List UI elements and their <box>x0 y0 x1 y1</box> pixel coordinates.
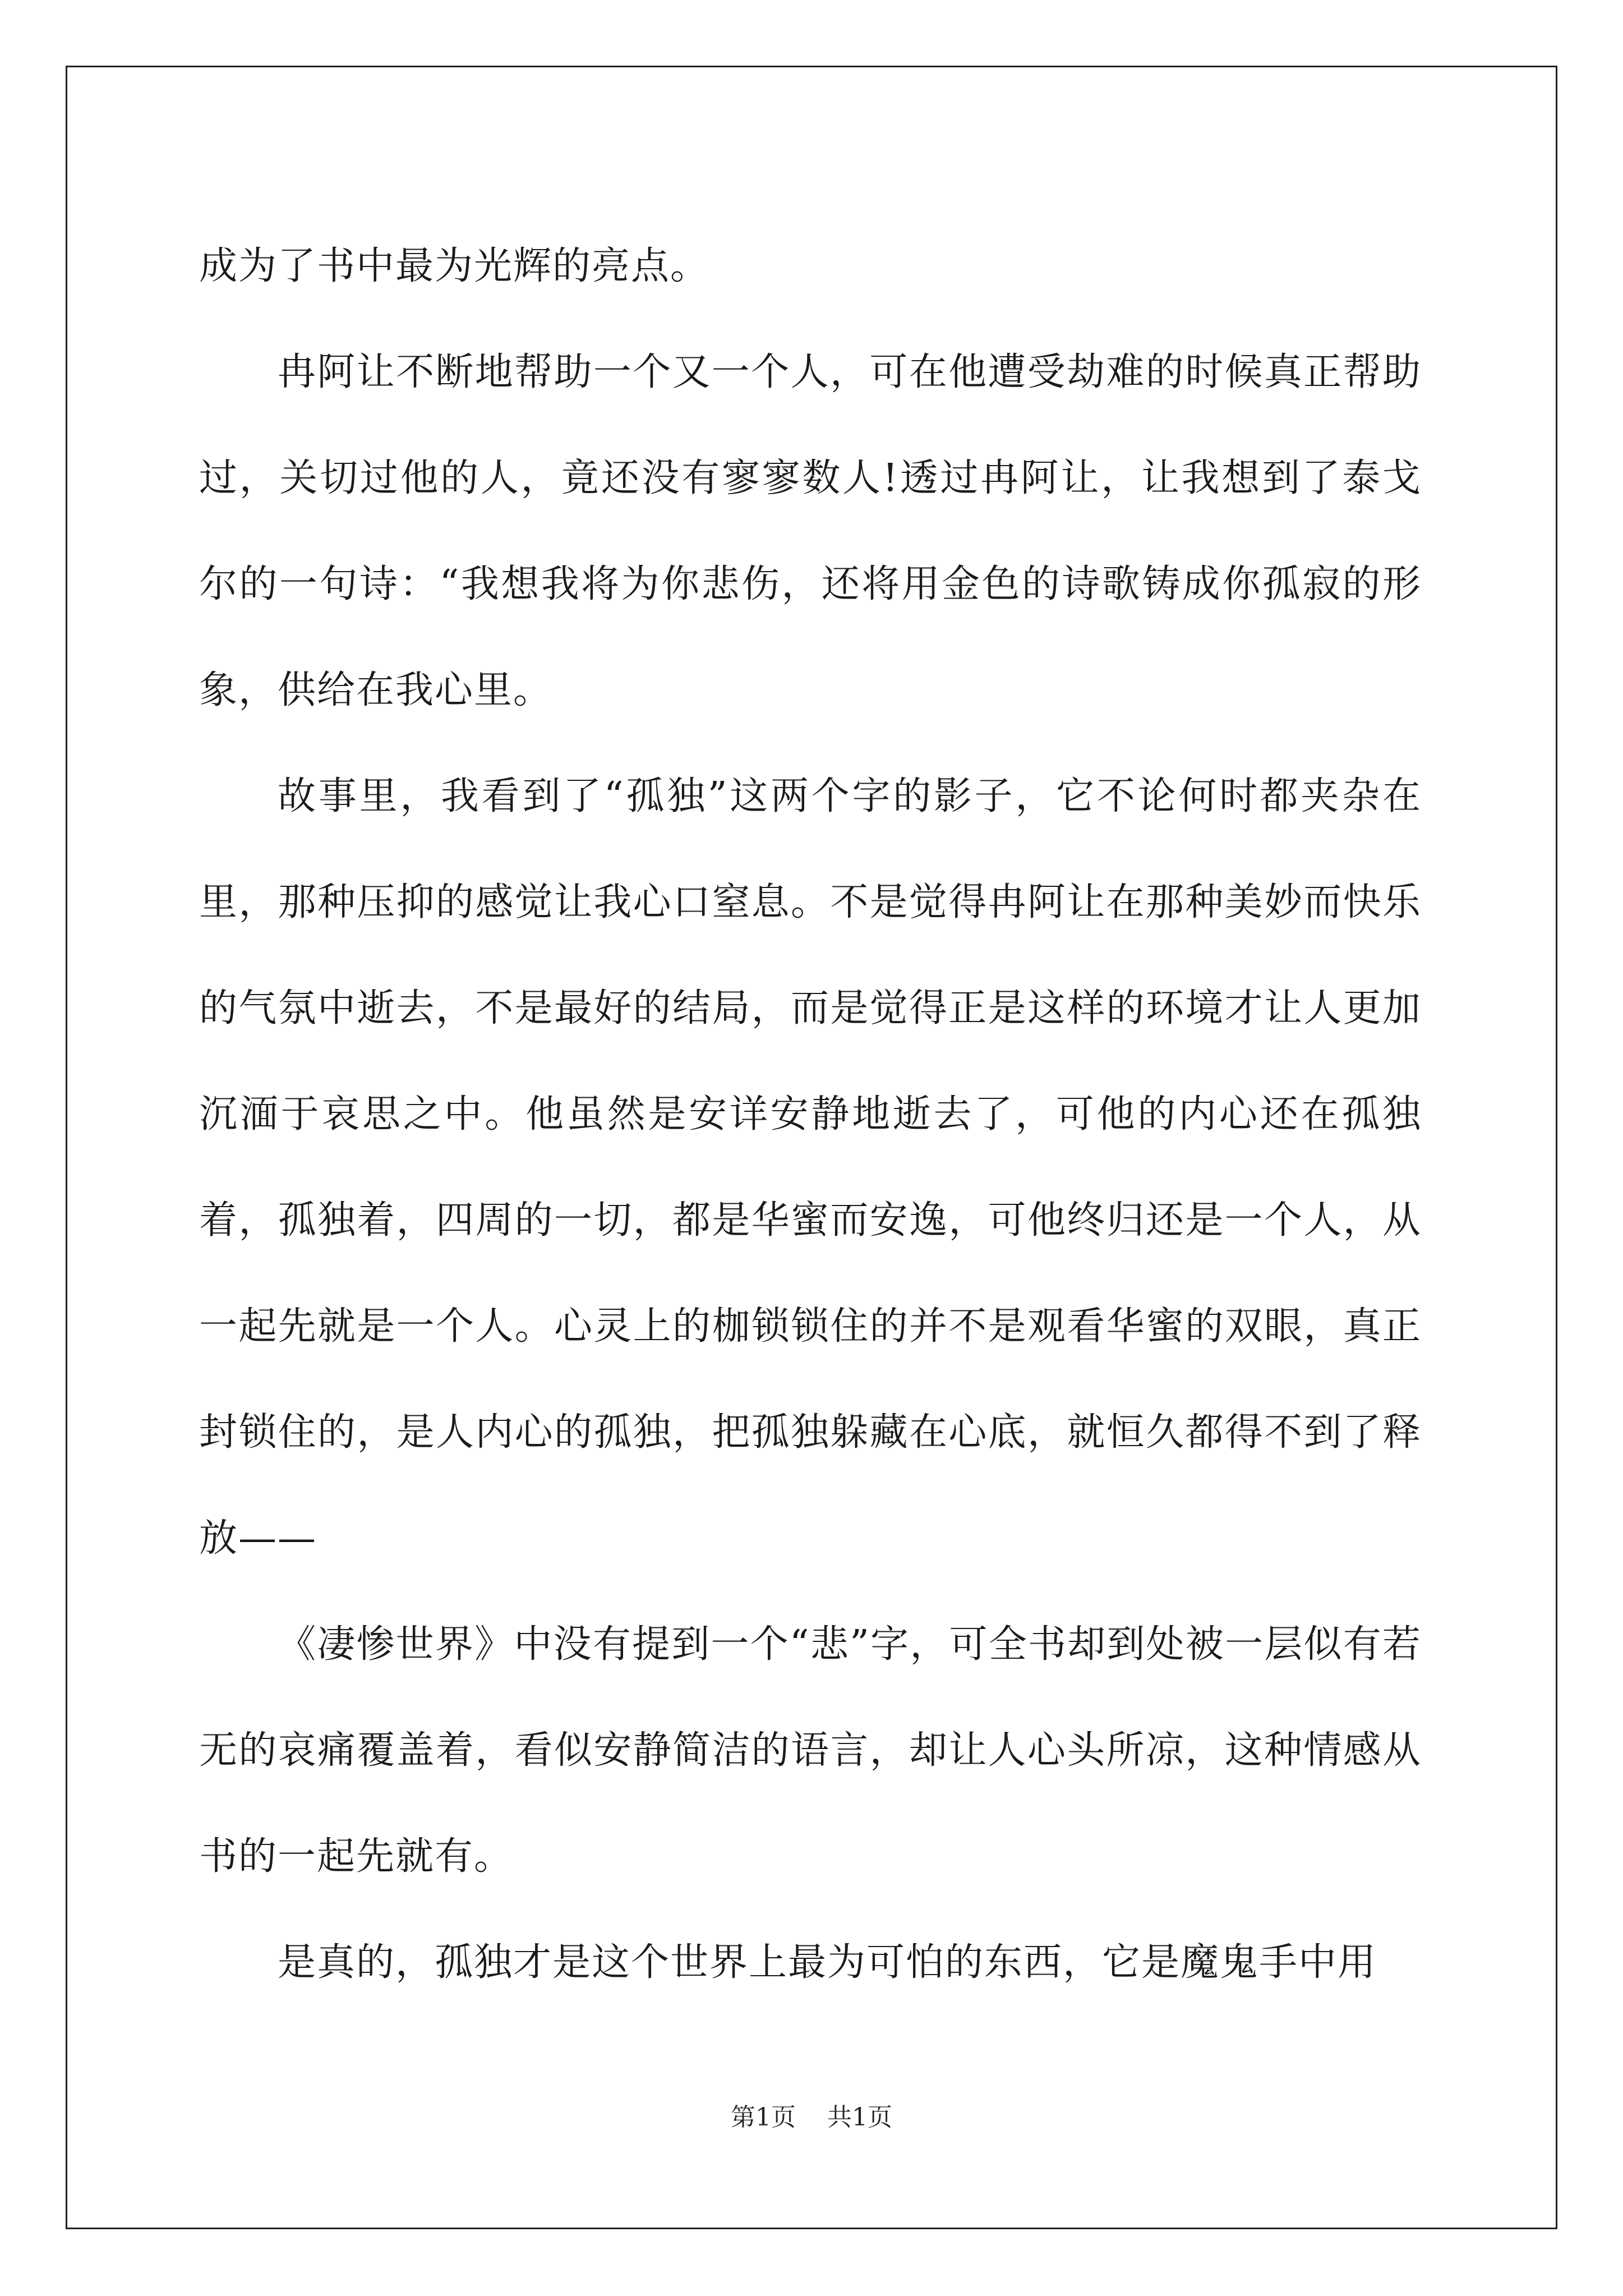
page-number: 第1页 共1页 <box>731 2103 892 2132</box>
paragraph-1: 成为了书中最为光辉的亮点。 <box>199 244 710 288</box>
paragraph-3: 故事里，我看到了“孤独”这两个字的影子，它不论何时都夹杂在里，那种压抑的感觉让我心口窒息。不是觉得冉阿让在那种美妙而快乐的气氛中逝去，不是最好的结局，而是觉得正是这样的环境才让人更加沉湎于哀思之中。他虽然是安详安静地逝去了，可他的内心还在孤独着，孤独着，四周的一切，都是华蜜而安逸，可他终归还是一个人，从一起先就是一个人。心灵上的枷锁锁住的并不是观看华蜜的双眼，真正封锁住的，是人内心的孤独，把孤独躲藏在心底，就恒久都得不到了释放—— <box>199 774 1422 1561</box>
document-body <box>199 213 1422 2016</box>
paragraph-2: 冉阿让不断地帮助一个又一个人，可在他遭受劫难的时候真正帮助过，关切过他的人，竟还没有寥寥数人!透过冉阿让，让我想到了泰戈尔的一句诗：“我想我将为你悲伤，还将用金色的诗歌铸成你孤寂的形象，供给在我心里。 <box>199 350 1422 712</box>
paragraph-5: 是真的，孤独才是这个世界上最为可怕的东西，它是魔鬼手中用 <box>278 1940 1377 1985</box>
page-footer <box>0 2101 1623 2134</box>
paragraph-4: 《凄惨世界》中没有提到一个“悲”字，可全书却到处被一层似有若无的哀痛覆盖着，看似安静简洁的语言，却让人心头所凉，这种情感从书的一起先就有。 <box>199 1622 1422 1879</box>
